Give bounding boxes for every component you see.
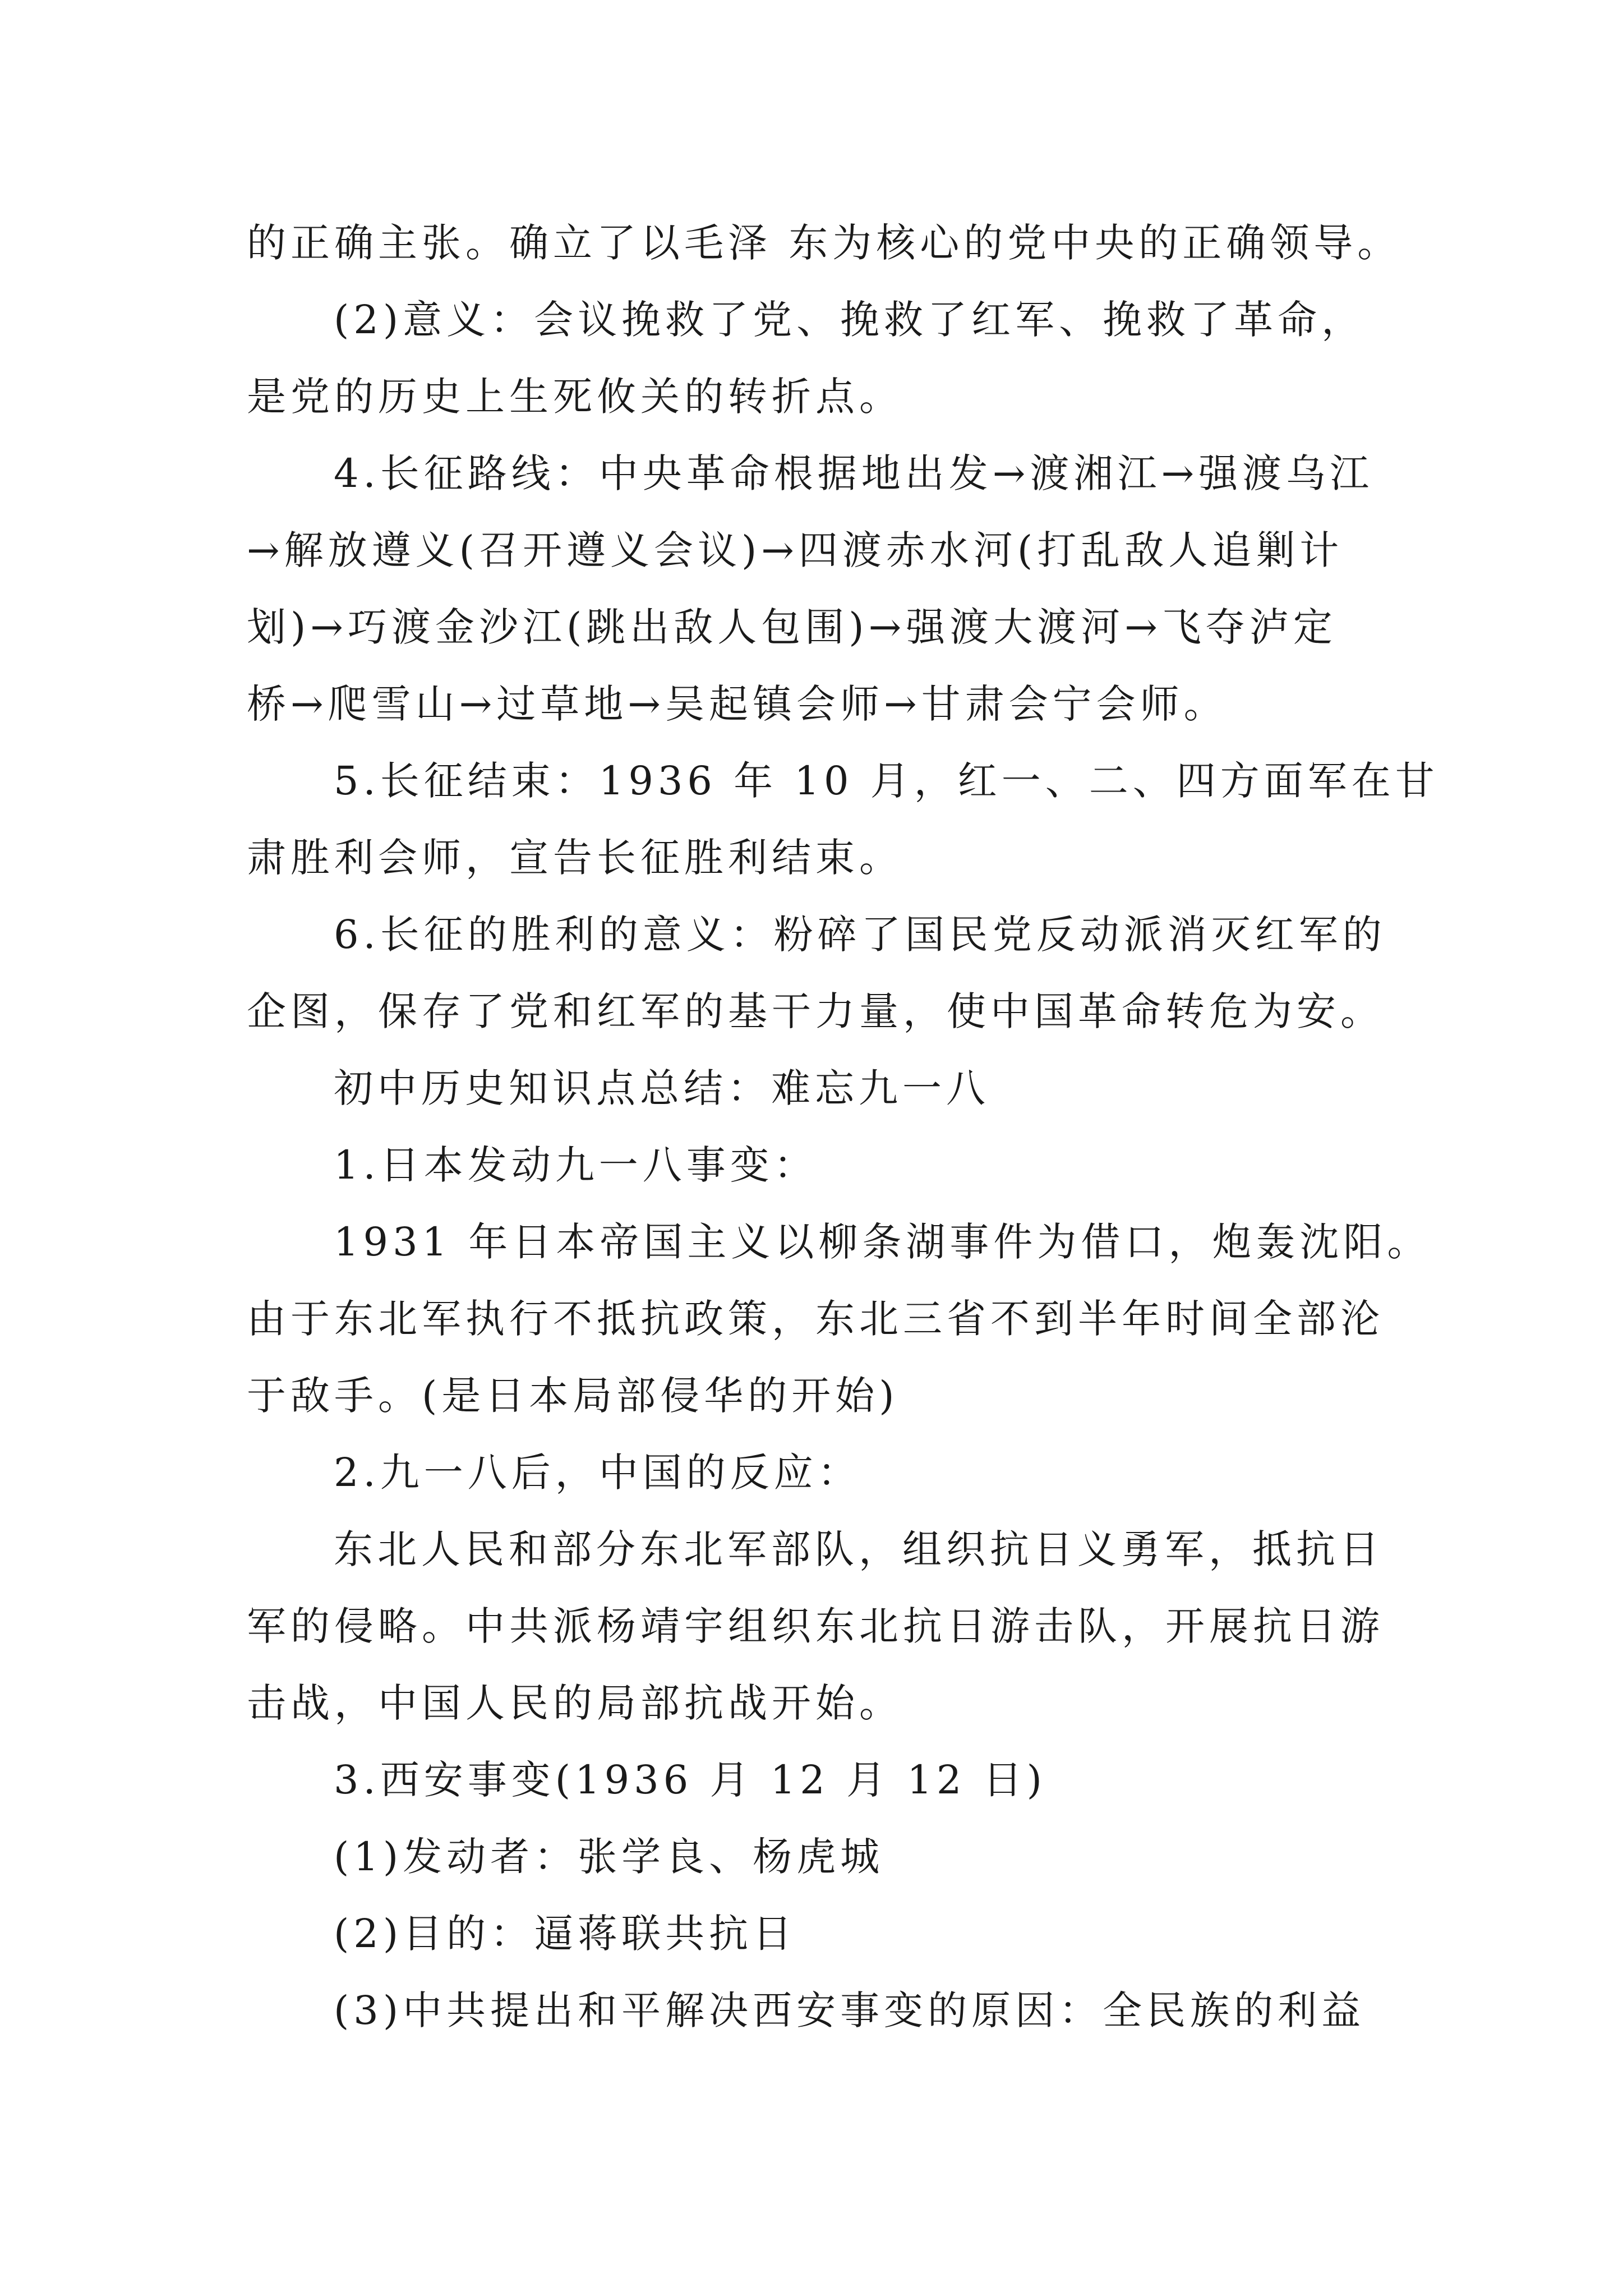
- text-line: 桥→爬雪山→过草地→吴起镇会师→甘肃会宁会师。: [247, 681, 1228, 727]
- text-line: →解放遵义(召开遵义会议)→四渡赤水河(打乱敌人追剿计: [247, 527, 1344, 573]
- text-line: 4.长征路线：中央革命根据地出发→渡湘江→强渡乌江: [334, 450, 1374, 496]
- text-line: 击战，中国人民的局部抗战开始。: [247, 1680, 903, 1726]
- text-line: (1)发动者：张学良、杨虎城: [334, 1834, 884, 1880]
- text-line: 5.长征结束：1936 年 10 月，红一、二、四方面军在甘: [334, 758, 1439, 804]
- text-line: 1.日本发动九一八事变：: [334, 1142, 818, 1188]
- text-line: 2.九一八后，中国的反应：: [334, 1450, 861, 1496]
- text-line: 1931 年日本帝国主义以柳条湖事件为借口，炮轰沈阳。: [334, 1219, 1431, 1265]
- text-line: 3.西安事变(1936 月 12 月 12 日): [334, 1757, 1046, 1803]
- text-line: (3)中共提出和平解决西安事变的原因：全民族的利益: [334, 1987, 1366, 2033]
- text-line: (2)目的：逼蒋联共抗日: [334, 1911, 797, 1957]
- text-line: 企图，保存了党和红军的基干力量，使中国革命转危为安。: [247, 988, 1384, 1034]
- text-line: 军的侵略。中共派杨靖宇组织东北抗日游击队，开展抗日游: [247, 1603, 1384, 1649]
- text-line: 由于东北军执行不抵抗政策，东北三省不到半年时间全部沦: [247, 1296, 1384, 1342]
- text-line: 肃胜利会师，宣告长征胜利结束。: [247, 835, 903, 881]
- body-text: [247, 205, 1441, 2049]
- text-line: (2)意义：会议挽救了党、挽救了红军、挽救了革命，: [334, 297, 1366, 343]
- text-line: 于敌手。(是日本局部侵华的开始): [247, 1373, 899, 1419]
- text-line: 划)→巧渡金沙江(跳出敌人包围)→强渡大渡河→飞夺泸定: [247, 604, 1337, 650]
- text-line: 是党的历史上生死攸关的转折点。: [247, 374, 903, 420]
- text-line: 的正确主张。确立了以毛泽 东为核心的党中央的正确领导。: [247, 220, 1401, 266]
- text-line: 6.长征的胜利的意义：粉碎了国民党反动派消灭红军的: [334, 912, 1386, 958]
- text-line: 东北人民和部分东北军部队，组织抗日义勇军，抵抗日: [334, 1526, 1384, 1572]
- section-heading: 初中历史知识点总结：难忘九一八: [334, 1065, 990, 1111]
